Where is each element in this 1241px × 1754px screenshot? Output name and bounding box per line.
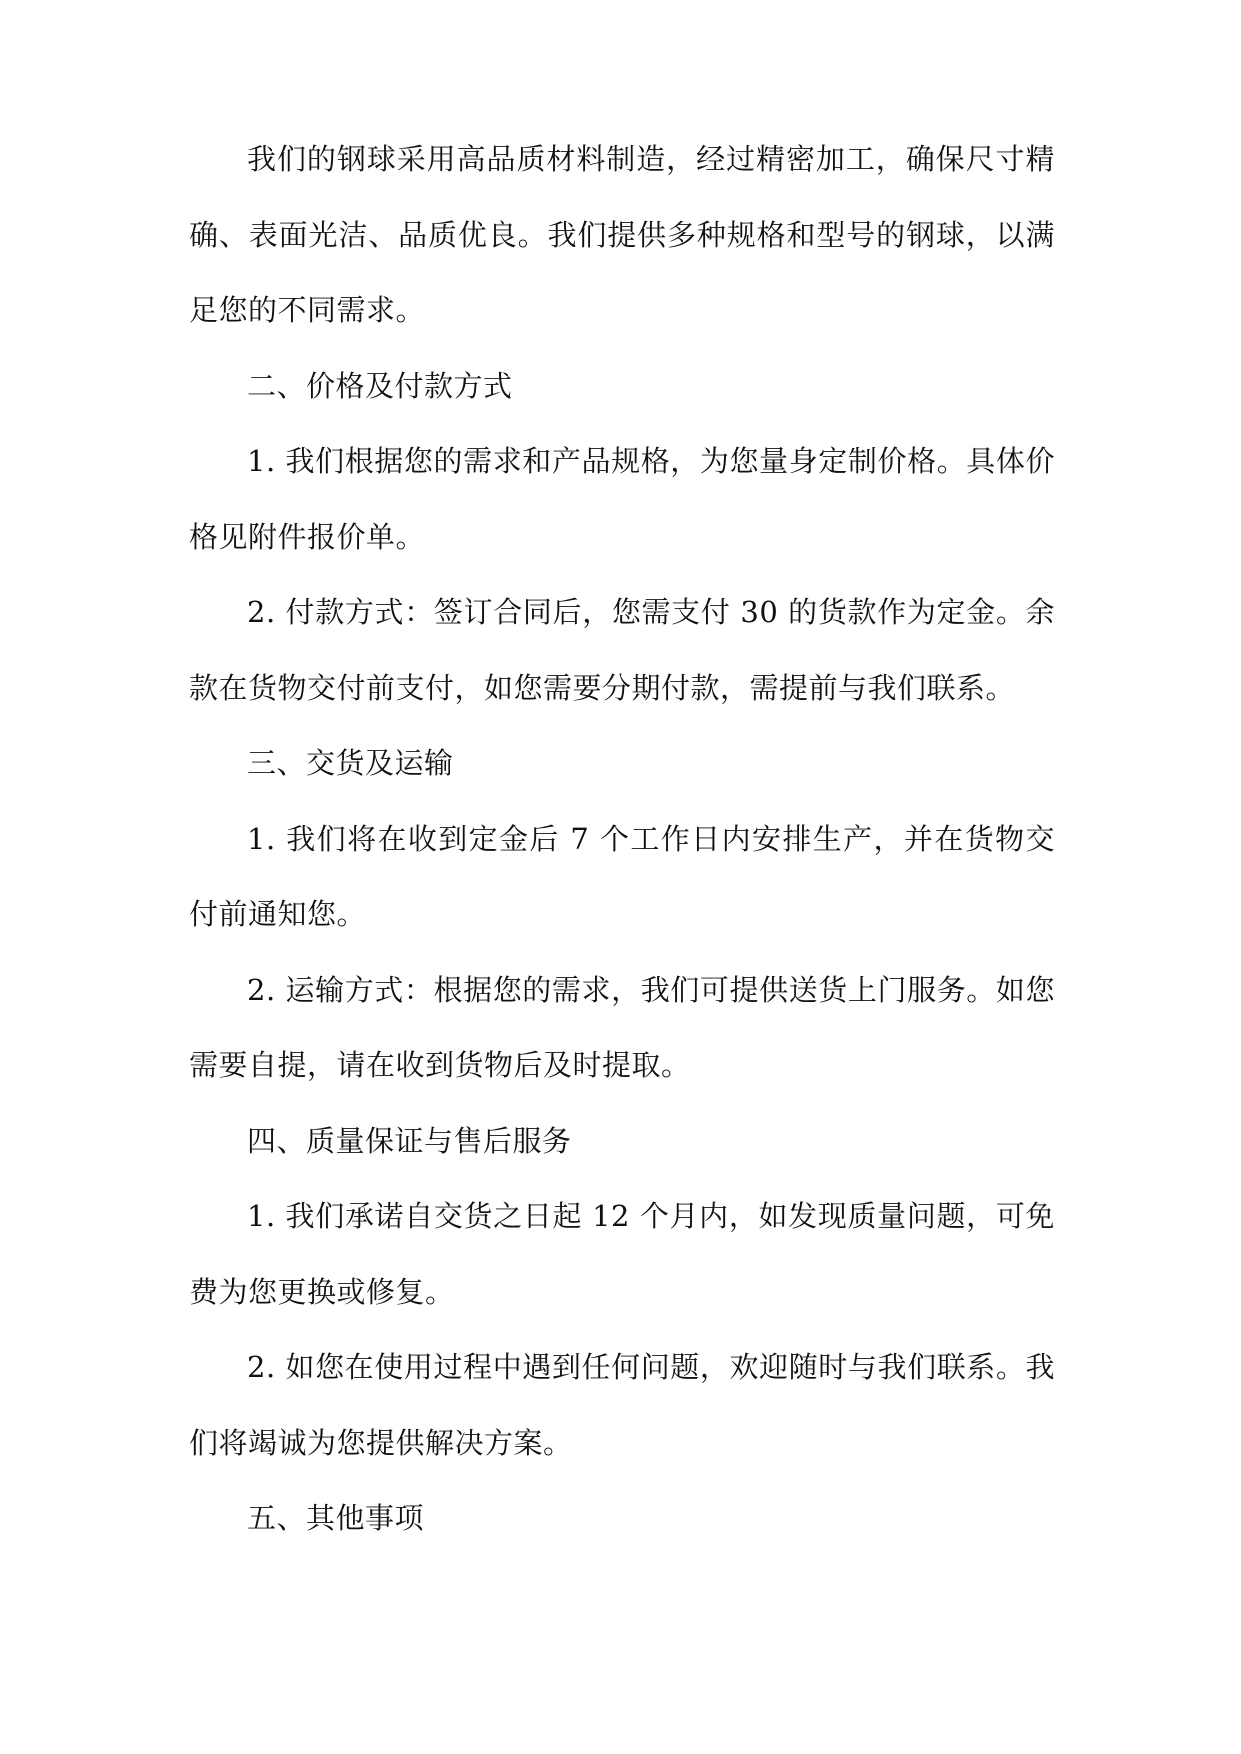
paragraph-delivery-item-1: 1. 我们将在收到定金后 7 个工作日内安排生产，并在货物交付前通知您。 <box>189 821 1055 931</box>
document-body <box>189 122 1055 1557</box>
paragraph-quality-item-1: 1. 我们承诺自交货之日起 12 个月内，如发现质量问题，可免费为您更换或修复。 <box>189 1199 1055 1309</box>
paragraph-service-item-2: 2. 如您在使用过程中遇到任何问题，欢迎随时与我们联系。我们将竭诚为您提供解决方案。 <box>189 1350 1055 1460</box>
section-heading-other-matters: 五、其他事项 <box>247 1501 425 1535</box>
paragraph-payment-item-2: 2. 付款方式：签订合同后，您需支付 30 的货款作为定金。余款在货物交付前支付，如您需要分期付款，需提前与我们联系。 <box>189 595 1055 705</box>
section-heading-price-payment: 二、价格及付款方式 <box>247 368 513 403</box>
section-heading-quality-service: 四、质量保证与售后服务 <box>247 1123 572 1158</box>
section-heading-delivery-transport: 三、交货及运输 <box>247 746 454 780</box>
paragraph-price-item-1: 1. 我们根据您的需求和产品规格，为您量身定制价格。具体价格见附件报价单。 <box>189 444 1055 554</box>
paragraph-transport-item-2: 2. 运输方式：根据您的需求，我们可提供送货上门服务。如您需要自提，请在收到货物后及时提取。 <box>189 972 1055 1082</box>
paragraph-product-intro: 我们的钢球采用高品质材料制造，经过精密加工，确保尺寸精确、表面光洁、品质优良。我们提供多种规格和型号的钢球，以满足您的不同需求。 <box>189 142 1055 327</box>
